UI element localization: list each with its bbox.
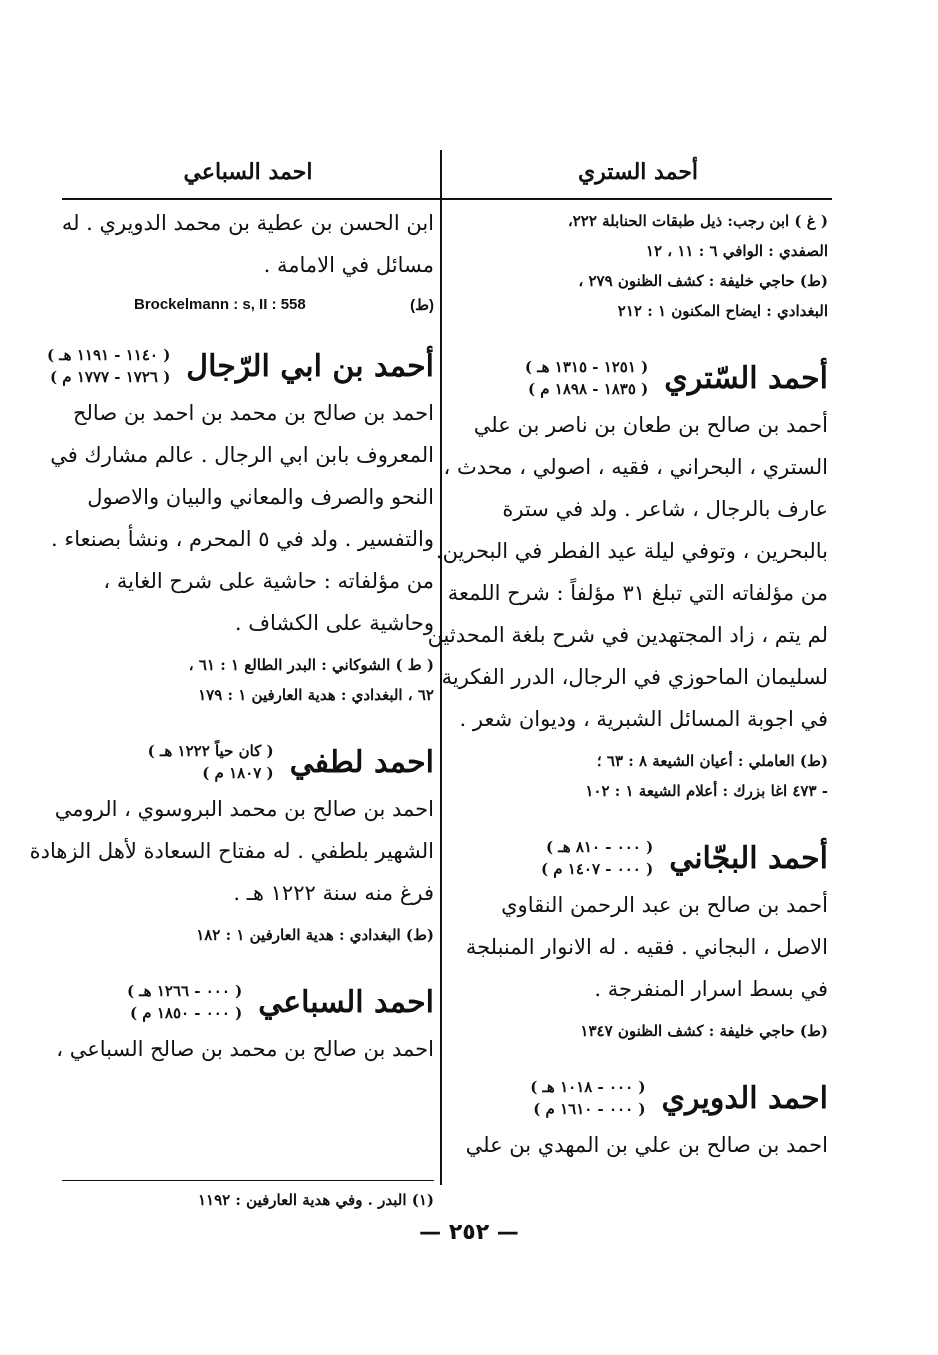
right-running-head: أحمد الستري — [577, 159, 699, 185]
body-line: احمد بن صالح بن علي بن المهدي بن علي — [465, 1133, 828, 1157]
hijri-dates: ( ١١٤٠ - ١١٩١ هـ ) — [46, 346, 171, 364]
hijri-dates: ( كان حياً ١٢٢٢ هـ ) — [147, 742, 274, 760]
source-line: ( غ ) ابن رجب: ذيل طبقات الحنابلة ٢٢٢، — [567, 212, 828, 230]
gregorian-dates: ( ١٧٢٦ - ١٧٧٧ م ) — [49, 368, 171, 386]
hijri-dates: ( ١٢٥١ - ١٣١٥ هـ ) — [524, 358, 649, 376]
source-tag: (ط) — [410, 297, 434, 314]
body-line: الستري ، البحراني ، فقيه ، اصولي ، محدث ، — [443, 455, 828, 479]
body-line: وحاشية على الكشاف . — [234, 611, 434, 635]
body-line: بالبحرين ، وتوفي ليلة عيد الفطر في البحرين. — [435, 539, 828, 563]
gregorian-dates: ( ١٨٣٥ - ١٨٩٨ م ) — [527, 380, 649, 398]
body-line: ابن الحسن بن عطية بن محمد الدويري . له — [61, 211, 434, 235]
entry-heading — [448, 1076, 828, 1120]
entry-heading — [448, 356, 828, 400]
page-number: — ٢٥٢ — — [419, 1220, 519, 1245]
body-line: فرغ منه سنة ١٢٢٢ هـ . — [233, 881, 434, 905]
gregorian-dates: ( ١٨٠٧ م ) — [202, 764, 274, 782]
right-column — [427, 150, 828, 1166]
hijri-dates: ( ٠٠٠ - ١٠١٨ هـ ) — [530, 1078, 646, 1096]
body-line: احمد بن صالح بن محمد بن صالح السباعي ، — [56, 1037, 434, 1061]
body-line: لم يتم ، زاد المجتهدين في شرح بلغة المحدثين — [427, 623, 828, 647]
entry-name: احمد الدويري — [661, 1080, 828, 1116]
entry-dates — [525, 356, 648, 400]
body-line: من مؤلفاته : حاشية على شرح الغاية ، — [103, 569, 434, 593]
left-column — [29, 150, 434, 1070]
entry-heading — [448, 836, 828, 880]
entry-heading — [62, 980, 434, 1024]
body-line: احمد بن صالح بن محمد البروسوي ، الرومي — [54, 797, 434, 821]
body-line: النحو والصرف والمعاني والبيان والاصول — [87, 485, 434, 509]
body-line: أحمد بن صالح بن طعان بن ناصر بن علي — [473, 413, 828, 437]
body-line: مسائل في الامامة . — [263, 253, 434, 277]
body-line: عارف بالرجال ، شاعر . ولد في سترة — [502, 497, 828, 521]
hijri-dates: ( ٠٠٠ - ١٢٦٦ هـ ) — [126, 982, 243, 1000]
source-line: (ط) حاجي خليفة : كشف الظنون ١٣٤٧ — [580, 1022, 828, 1040]
source-line: الصفدي : الوافي ٦ : ١١ ، ١٢ — [645, 242, 828, 260]
source-line: - ٤٧٣ اغا بزرك : أعلام الشيعة ١ : ١٠٢ — [585, 782, 828, 800]
body-line: أحمد بن صالح بن عبد الرحمن النقاوي — [501, 893, 828, 917]
gregorian-dates: ( ٠٠٠ - ١٨٥٠ م ) — [129, 1004, 243, 1022]
body-line: المعروف بابن ابي الرجال . عالم مشارك في — [50, 443, 434, 467]
entry-dates — [541, 836, 653, 880]
entry-name: احمد لطفي — [289, 744, 434, 780]
body-line: الاصل ، البجاني . فقيه . له الانوار المنبلجة — [465, 935, 828, 959]
latin-citation: Brockelmann : s, II : 558 — [134, 296, 306, 313]
entry-dates — [148, 740, 274, 784]
entry-dates — [127, 980, 242, 1024]
entry-heading — [62, 740, 434, 784]
body-line: في بسط اسرار المنفرجة . — [594, 977, 828, 1001]
source-line: البغدادي : ايضاح المكنون ١ : ٢١٢ — [617, 302, 828, 320]
hijri-dates: ( ٠٠٠ - ٨١٠ هـ ) — [545, 838, 654, 856]
body-line: من مؤلفاته التي تبلغ ٣١ مؤلفاً : شرح اللمعة — [447, 581, 828, 605]
entry-dates — [530, 1076, 645, 1120]
entry-name: احمد السباعي — [258, 984, 434, 1020]
entry-name: أحمد بن ابي الرّجال — [186, 348, 434, 384]
body-line: لسليمان الماحوزي في الرجال، الدرر الفكرية — [441, 665, 828, 689]
body-line: احمد بن صالح بن محمد بن احمد بن صالح — [72, 401, 434, 425]
source-line: (ط) البغدادي : هدية العارفين ١ : ١٨٢ — [196, 926, 434, 944]
gregorian-dates: ( ٠٠٠ - ١٤٠٧ م ) — [540, 860, 654, 878]
gregorian-dates: ( ٠٠٠ - ١٦١٠ م ) — [533, 1100, 646, 1118]
latin-reference — [124, 286, 434, 314]
source-line: (ط) العاملي : أعيان الشيعة ٨ : ٦٣ ؛ — [596, 752, 828, 770]
source-line: ( ط ) الشوكاني : البدر الطالع ١ : ٦١ ، — [188, 656, 434, 674]
entry-name: أحمد البجّاني — [669, 840, 828, 876]
body-line: الشهير بلطفي . له مفتاح السعادة لأهل الزهادة — [29, 839, 434, 863]
entry-dates — [47, 344, 170, 388]
body-line: والتفسير . ولد في ٥ المحرم ، ونشأ بصنعاء . — [50, 527, 434, 551]
left-running-head: احمد السباعي — [183, 159, 313, 185]
body-line: في اجوبة المسائل الشبرية ، وديوان شعر . — [459, 707, 828, 731]
source-line: (ط) حاجي خليفة : كشف الظنون ٢٧٩ ، — [578, 272, 828, 290]
source-line: ٦٢ ، البغدادي : هدية العارفين ١ : ١٧٩ — [198, 686, 434, 704]
entry-heading — [46, 344, 434, 388]
footnote: (١) البدر . وفي هدية العارفين : ١١٩٢ — [62, 1180, 434, 1209]
entry-name: أحمد السّتري — [664, 360, 828, 396]
